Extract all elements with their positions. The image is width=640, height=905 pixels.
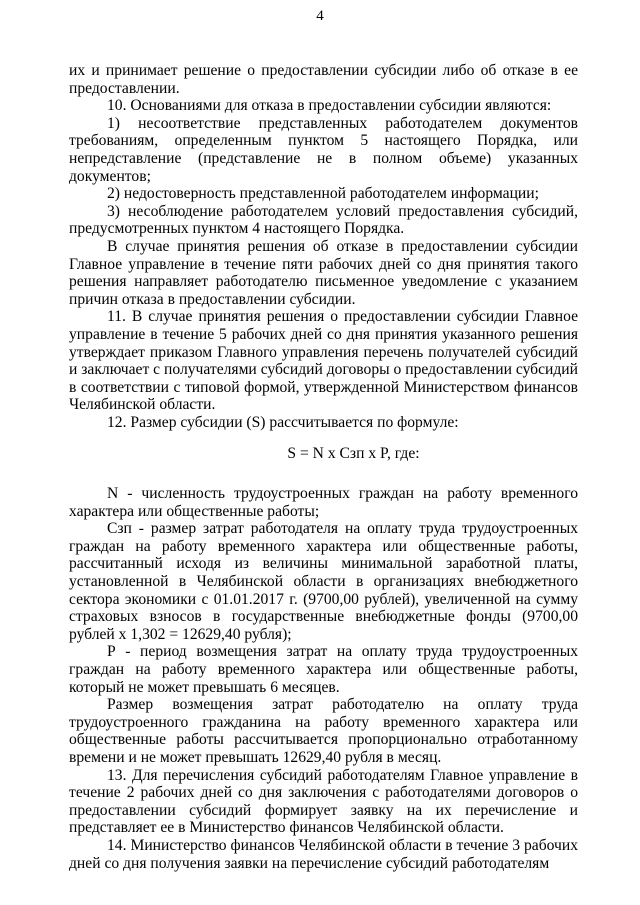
paragraph-refusal-notice: В случае принятия решения об отказе в предоставлении субсидии Главное управление в течение пяти рабочих дней со дня принятия такого решения направляет работодателю письменное уведомление с указанием причин отказа в предоставлении субсидии. <box>69 237 578 308</box>
page-number: 4 <box>316 8 324 24</box>
paragraph-reason-2: 2) недостоверность представленной работодателем информации; <box>107 185 539 203</box>
paragraph-item-13: 13. Для перечисления субсидий работодателям Главное управление в течение 2 рабочих дней со дня заключения с работодателями договоров о предоставлении субсидий формирует заявку на их перечисление и представляет ее в Министерство финансов Челябинской области. <box>69 766 578 837</box>
subsidy-formula: S = N x Сзп x P, где: <box>287 445 420 463</box>
paragraph-reason-3: 3) несоблюдение работодателем условий предоставления субсидий, предусмотренных пунктом 4 настоящего Порядка. <box>69 202 578 238</box>
paragraph-reimbursement-limit: Размер возмещения затрат работодателю на оплату труда трудоустроенного гражданина на работу временного характера или общественные работы рассчитывается пропорционально отработанному времени и не может превышать 12629,40 рубля в месяц. <box>69 696 578 766</box>
definition-szp: Сзп - размер затрат работодателя на оплату труда трудоустроенных граждан на работу временного характера или общественные работы, рассчитанный исходя из величины минимальной заработной платы, установленной в Челябинской области в организациях внебюджетного сектора экономики с 01.01.2017 г. (9700,00 рублей), увеличенной на сумму страховых взносов в государственные внебюджетные фонды (9700,00 рублей x 1,302 = 12629,40 рубля); <box>69 520 578 643</box>
paragraph-item-14: 14. Министерство финансов Челябинской области в течение 3 рабочих дней со дня получения заявки на перечисление субсидий работодателям <box>69 836 578 872</box>
document-body <box>69 62 578 872</box>
definition-n: N - численность трудоустроенных граждан на работу временного характера или общественные работы; <box>69 485 578 520</box>
definition-p: Р - период возмещения затрат на оплату труда трудоустроенных граждан на работу временного характера или общественные работы, который не может превышать 6 месяцев. <box>69 643 578 696</box>
paragraph-item-11: 11. В случае принятия решения о предоставлении субсидии Главное управление в течение 5 рабочих дней со дня принятия указанного решения утверждает приказом Главного управления перечень получателей субсидий и заключает с получателями субсидий договоры о предоставлении субсидий в соответствии с типовой формой, утвержденной Министерством финансов Челябинской области. <box>69 308 578 414</box>
paragraph-item-12: 12. Размер субсидии (S) рассчитывается по формуле: <box>107 413 459 431</box>
paragraph-item-10: 10. Основаниями для отказа в предоставлении субсидии являются: <box>107 97 552 115</box>
paragraph-continuation: их и принимает решение о предоставлении субсидии либо об отказе в ее предоставлении. <box>69 62 578 97</box>
paragraph-reason-1: 1) несоответствие представленных работодателем документов требованиям, определенным пунктом 5 настоящего Порядка, или непредставление (представление не в полном объеме) указанных документов; <box>69 114 578 185</box>
